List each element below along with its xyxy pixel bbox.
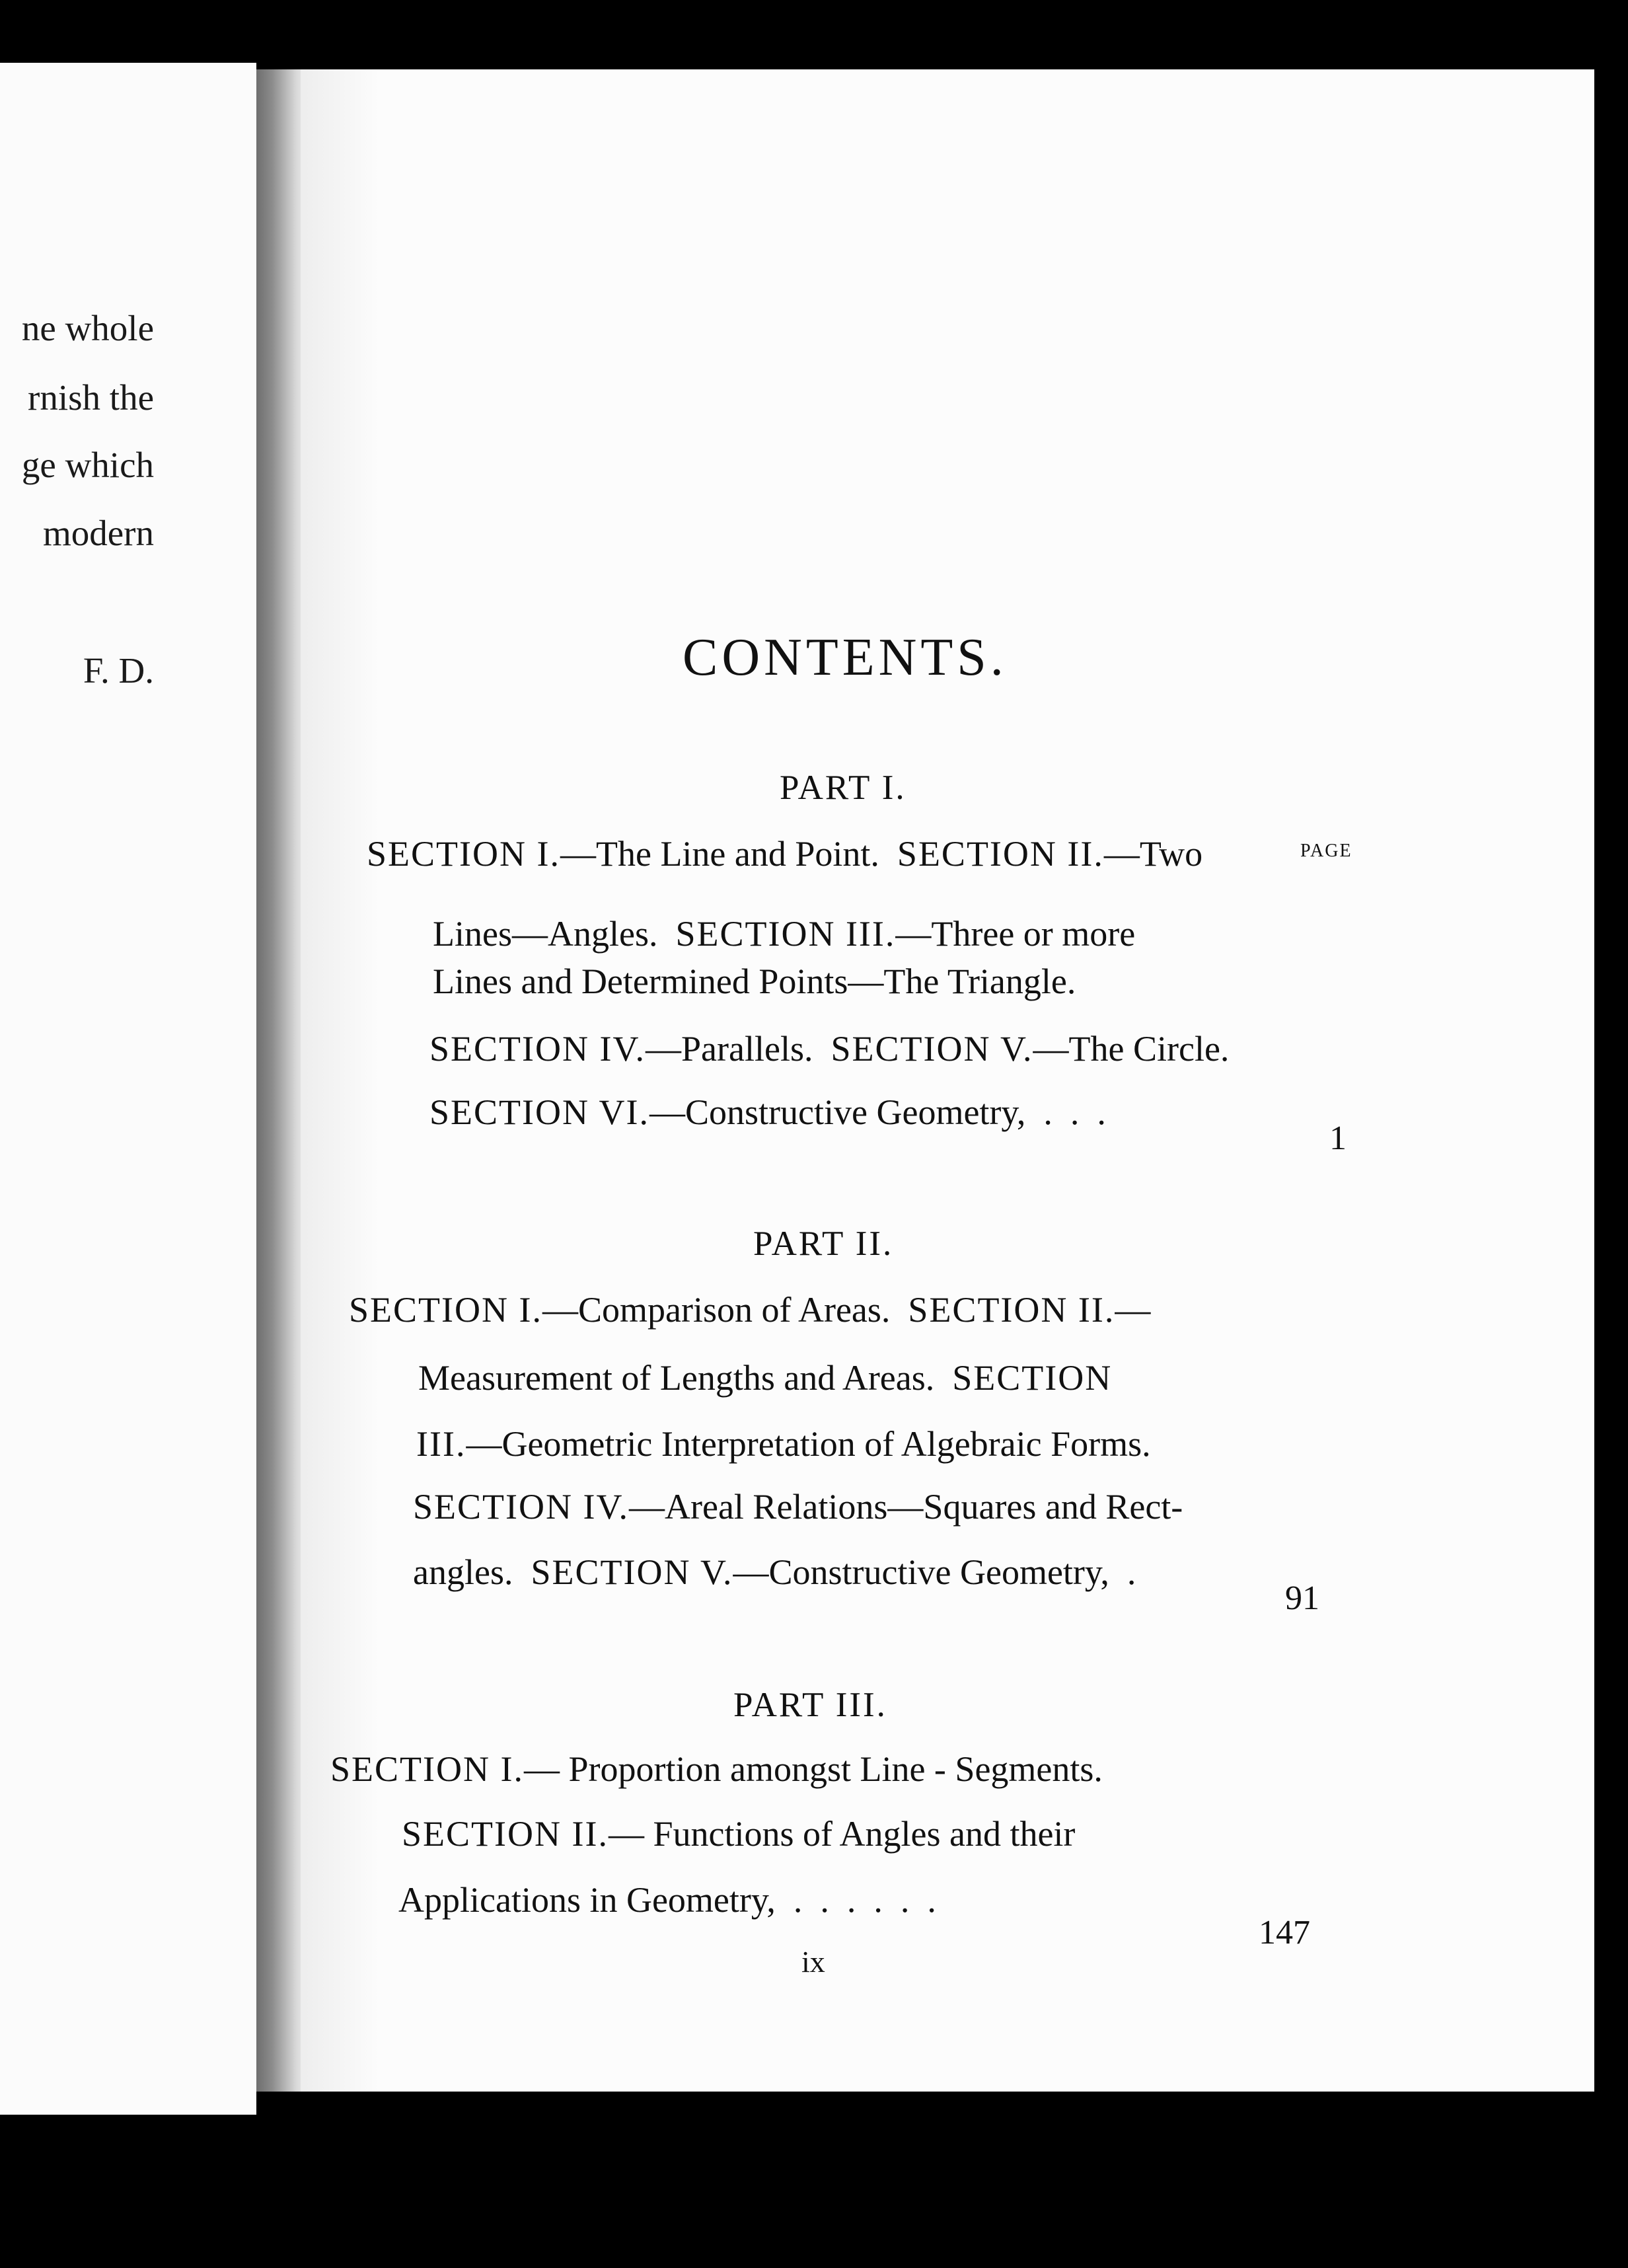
section-text: —Areal Relations—Squares and Rect- [629,1487,1183,1527]
section-label: SECTION II. [402,1814,609,1854]
toc-line [433,964,1076,999]
section-label: SECTION IV. [413,1487,630,1527]
section-text: —Geometric Interpretation of Algebraic Forms. [466,1424,1151,1464]
section-text: —Two [1103,834,1203,874]
section-label: SECTION VI. [429,1092,650,1132]
left-page [0,63,256,2115]
page-column-label: PAGE [1300,841,1352,861]
part-heading: PART II. [753,1225,894,1263]
page-title: CONTENTS. [683,628,1008,687]
toc-line [330,1751,1103,1787]
section-text: — Proportion amongst Line - Segments. [523,1749,1103,1789]
left-text-fragment: ne whole [21,308,154,348]
toc-line [367,836,1202,872]
section-text: Applications in Geometry, . . . . . . [398,1880,936,1920]
section-text: —Three or more [895,914,1136,954]
toc-line [398,1882,936,1918]
section-text: —The Circle. [1033,1029,1230,1069]
toc-line [433,916,1135,952]
section-label: SECTION [952,1358,1113,1398]
section-text: —Constructive Geometry, . [733,1552,1136,1592]
section-text: Lines and Determined Points—The Triangle. [433,962,1076,1001]
section-label: SECTION V. [831,1029,1033,1069]
left-text-fragment: modern [42,513,154,553]
toc-page-number: 1 [1329,1119,1347,1157]
section-label: SECTION I. [367,834,560,874]
section-label: SECTION IV. [429,1029,646,1069]
section-label: SECTION II. [908,1290,1115,1330]
toc-line [349,1292,1150,1328]
section-label: SECTION I. [330,1749,524,1789]
toc-line [413,1489,1183,1525]
section-text: —Constructive Geometry, . . . [649,1092,1106,1132]
toc-line [429,1094,1106,1130]
toc-page-number: 91 [1285,1579,1319,1617]
toc-line [418,1360,1112,1396]
section-label: SECTION II. [897,834,1104,874]
section-text: angles. [413,1552,531,1592]
part-heading: PART III. [733,1686,887,1724]
section-text: —Comparison of Areas. [542,1290,908,1330]
section-label: III. [416,1424,466,1464]
toc-line [416,1426,1151,1462]
section-text: Measurement of Lengths and Areas. [418,1358,953,1398]
section-text: —The Line and Point. [560,834,897,874]
toc-line [402,1816,1075,1852]
left-signature: F. D. [83,650,154,691]
section-text: — Functions of Angles and their [608,1814,1076,1854]
section-text: —Parallels. [646,1029,831,1069]
section-text: — [1115,1290,1151,1330]
section-label: SECTION III. [675,914,896,954]
section-label: SECTION I. [349,1290,542,1330]
left-text-fragment: ge which [21,445,154,485]
toc-page-number: 147 [1259,1914,1310,1951]
left-text-fragment: rnish the [28,377,154,418]
toc-line [413,1554,1136,1590]
part-heading: PART I. [780,769,906,807]
section-text: Lines—Angles. [433,914,676,954]
toc-line [429,1031,1229,1067]
section-label: SECTION V. [531,1552,733,1592]
page-folio: ix [801,1945,825,1979]
